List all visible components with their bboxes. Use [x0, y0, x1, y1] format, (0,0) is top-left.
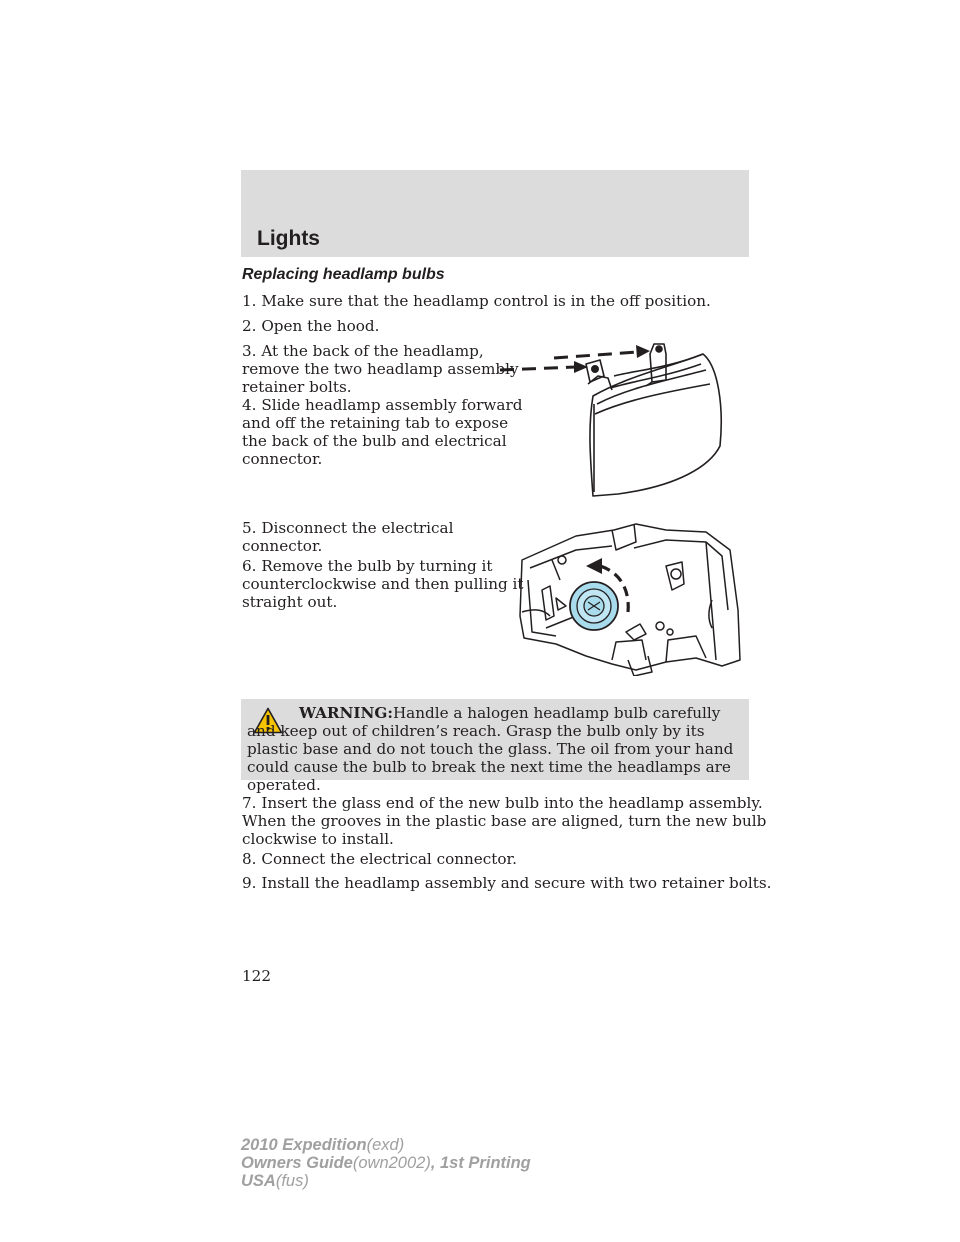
- headlamp-assembly-illustration: [498, 336, 730, 500]
- step-1: 1. Make sure that the headlamp control is in the off position.: [242, 292, 711, 310]
- step-3: [242, 342, 519, 396]
- warning-box: [241, 699, 749, 794]
- step-9: 9. Install the headlamp assembly and secure with two retainer bolts.: [242, 874, 772, 892]
- step-3-line: retainer bolts.: [242, 378, 352, 396]
- step-7-line: clockwise to install.: [242, 830, 394, 848]
- step-8: 8. Connect the electrical connector.: [242, 850, 517, 868]
- section-heading: Replacing headlamp bulbs: [242, 266, 445, 283]
- step-5-line: 5. Disconnect the electrical: [242, 519, 454, 537]
- section-header-band: [241, 170, 749, 257]
- step-7: [242, 794, 766, 848]
- step-7-line: 7. Insert the glass end of the new bulb into the headlamp assembly.: [242, 794, 763, 812]
- footer-printing: , 1st Printing: [430, 1154, 531, 1172]
- headlamp-rear-bulb-illustration: [516, 520, 742, 676]
- step-5: [242, 519, 453, 555]
- step-6-line: straight out.: [242, 593, 338, 611]
- footer-market: USA: [241, 1172, 276, 1190]
- warning-label: WARNING:: [299, 704, 393, 722]
- step-4-line: 4. Slide headlamp assembly forward: [242, 396, 523, 414]
- footer-market-code: (fus): [275, 1172, 309, 1190]
- footer-line-2: [241, 1154, 531, 1172]
- step-4-line: connector.: [242, 450, 323, 468]
- step-3-line: remove the two headlamp assembly: [242, 360, 519, 378]
- step-6-line: 6. Remove the bulb by turning it: [242, 557, 493, 575]
- step-6-line: counterclockwise and then pulling it: [242, 575, 524, 593]
- footer-line-3: [241, 1172, 531, 1190]
- step-4-line: and off the retaining tab to expose: [242, 414, 509, 432]
- warning-body: Handle a halogen headlamp bulb carefully and keep out of children’s reach. Grasp the bulb only by its plastic base and do not touch the glass. The oil from your hand could cause the bulb to break the next time the headlamps are operated.: [247, 704, 734, 794]
- footer-model-code: (exd): [366, 1136, 405, 1154]
- bulb: [570, 582, 618, 630]
- step-7-line: When the grooves in the plastic base are aligned, turn the new bulb: [242, 812, 767, 830]
- footer-guide-code: (own2002): [352, 1154, 431, 1172]
- section-title: Lights: [257, 227, 320, 250]
- page-number: 122: [242, 967, 271, 985]
- print-footer: [241, 1136, 531, 1190]
- step-3-line: 3. At the back of the headlamp,: [242, 342, 484, 360]
- warning-text: [241, 704, 742, 794]
- step-6: [242, 557, 523, 611]
- step-2: 2. Open the hood.: [242, 317, 380, 335]
- step-5-line: connector.: [242, 537, 323, 555]
- footer-model: 2010 Expedition: [241, 1136, 367, 1154]
- footer-line-1: [241, 1136, 531, 1154]
- step-4: [242, 396, 522, 468]
- step-4-line: the back of the bulb and electrical: [242, 432, 507, 450]
- footer-guide: Owners Guide: [241, 1154, 353, 1172]
